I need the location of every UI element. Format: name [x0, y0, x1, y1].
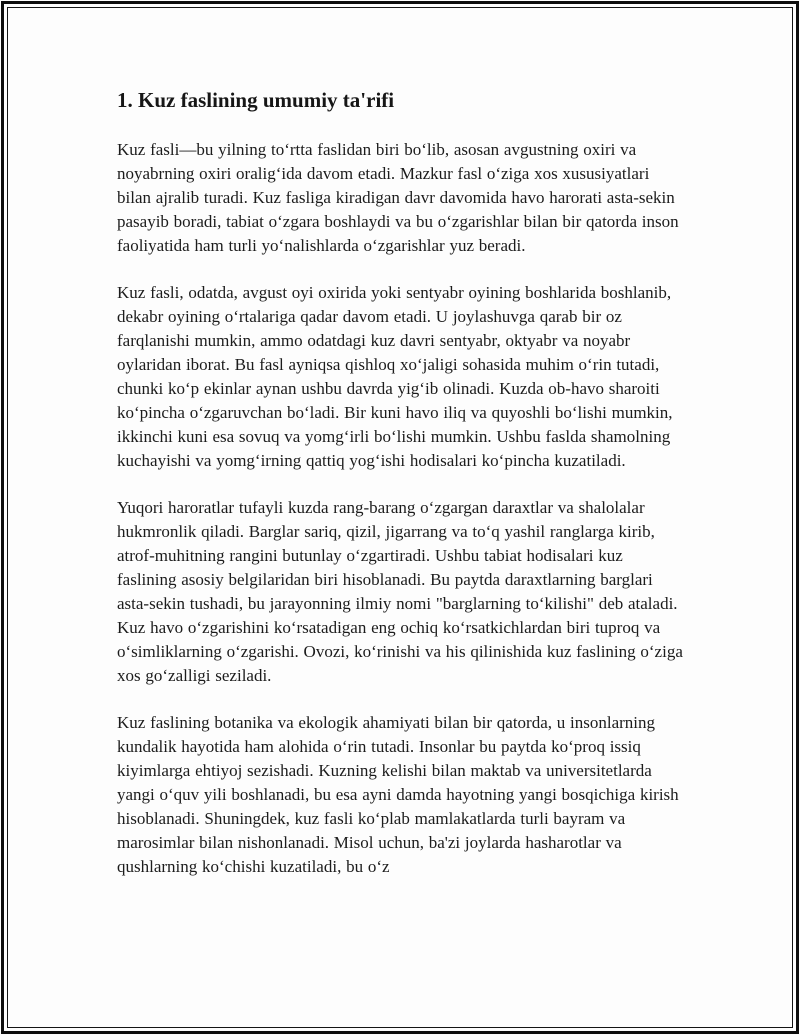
paragraph-society: Kuz faslining botanika va ekologik ahamiyati bilan bir qatorda, u insonlarning kundalik hayotida ham alohida o‘rin tutadi. Insonlar bu paytda ko‘proq issiq kiyimlarga ehtiyoj sezishadi. Kuzning kelishi bilan maktab va universitetlarda yangi o‘quv yili boshlanadi, bu esa ayni damda hayotning yangi bosqichiga kirish hisoblanadi. Shuningdek, kuz fasli ko‘plab mamlakatlarda turli bayram va marosimlar bilan nishonlanadi. Misol uchun, ba'zi joylarda hasharotlar va qushlarning ko‘chishi kuzatiladi, bu o‘z — [117, 713, 679, 876]
paragraph-intro: Kuz fasli—bu yilning to‘rtta faslidan biri bo‘lib, asosan avgustning oxiri va noyabrning oxiri oralig‘ida davom etadi. Mazkur fasl o‘ziga xos xususiyatlari bilan ajralib turadi. Kuz fasliga kiradigan davr davomida havo harorati asta-sekin pasayib boradi, tabiat o‘zgara boshlaydi va bu o‘zgarishlar bilan bir qatorda inson faoliyatida ham turli yo‘nalishlarda o‘zgarishlar yuz beradi. — [117, 140, 679, 255]
section-heading: 1. Kuz faslining umumiy ta'rifi — [117, 88, 395, 112]
paragraph-nature: Yuqori haroratlar tufayli kuzda rang-barang o‘zgargan daraxtlar va shalolalar hukmronlik qiladi. Barglar sariq, qizil, jigarrang va to‘q yashil ranglarga kirib, atrof-muhitning rangini butunlay o‘zgartiradi. Ushbu tabiat hodisalari kuz faslining asosiy belgilaridan biri hisoblanadi. Bu paytda daraxtlarning barglari asta-sekin tushadi, bu jarayonning ilmiy nomi "barglarning to‘kilishi" deb ataladi. Kuz havo o‘zgarishini ko‘rsatadigan eng ochiq ko‘rsatkichlardan biri tuproq va o‘simliklarning o‘zgarishi. Ovozi, ko‘rinishi va his qilinishida kuz faslining o‘ziga xos go‘zalligi seziladi. — [117, 498, 683, 685]
paragraph-duration: Kuz fasli, odatda, avgust oyi oxirida yoki sentyabr oyining boshlarida boshlanib, dekabr oyining o‘rtalariga qadar davom etadi. U joylashuvga qarab bir oz farqlanishi mumkin, ammo odatdagi kuz davri sentyabr, oktyabr va noyabr oylaridan iborat. Bu fasl ayniqsa qishloq xo‘jaligi sohasida muhim o‘rin tutadi, chunki ko‘p ekinlar aynan ushbu davrda yig‘ib olinadi. Kuzda ob-havo sharoiti ko‘pincha o‘zgaruvchan bo‘ladi. Bir kuni havo iliq va quyoshli bo‘lishi mumkin, ikkinchi kuni esa sovuq va yomg‘irli bo‘lishi mumkin. Ushbu faslda shamolning kuchayishi va yomg‘irning qattiq yog‘ishi hodisalari ko‘pincha kuzatiladi. — [117, 283, 673, 470]
